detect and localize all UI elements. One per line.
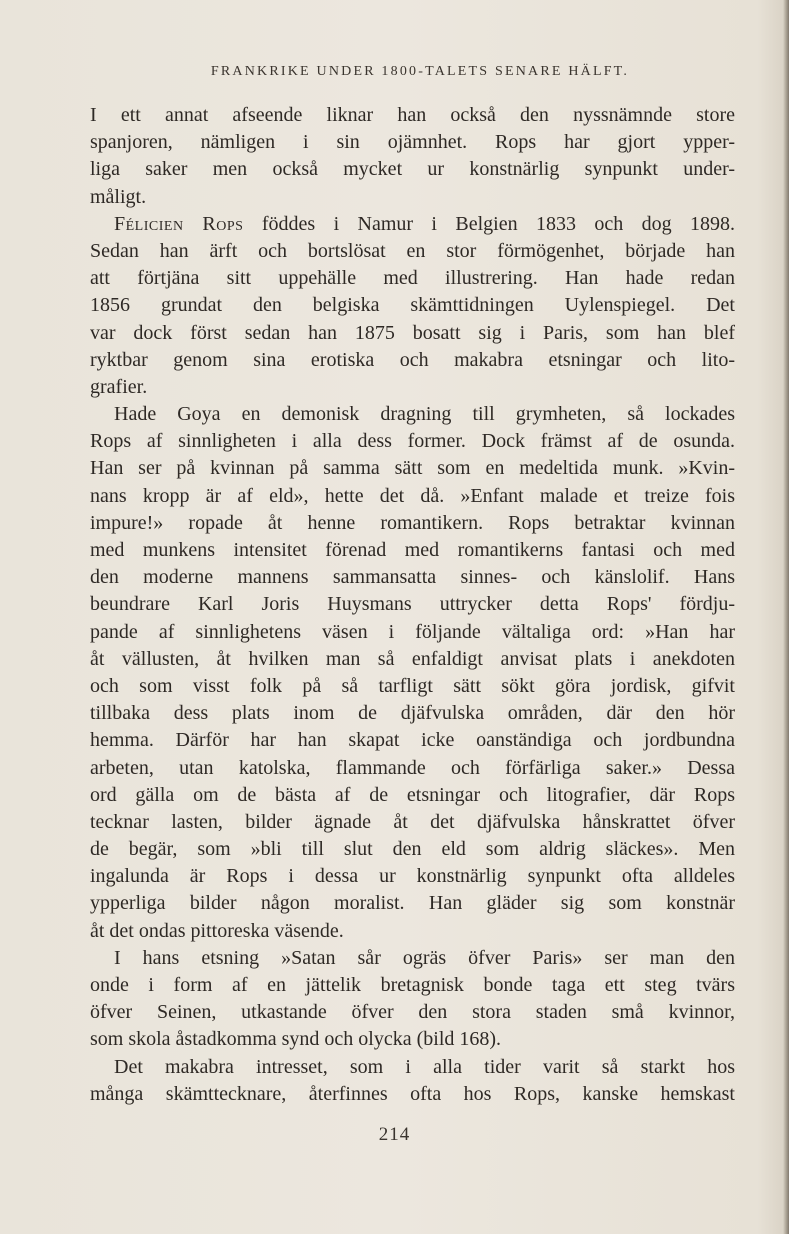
text-line: I hans etsning »Satan sår ogräs öfver Paris» ser man den [114, 946, 735, 969]
paragraph-opening-text: föddes i Namur i Belgien 1833 och dog 1898. [261, 212, 735, 235]
text-line: med munkens intensitet förenad med romantikerns fantasi och med [90, 539, 735, 561]
text-line: beundrare Karl Joris Huysmans uttrycker detta Rops' fördju- [90, 593, 735, 616]
text-line: den moderne mannens sammansatta sinnes- och känslolif. Hans [90, 566, 735, 589]
text-line: tillbaka dess plats inom de djäfvulska områden, där den hör [90, 702, 735, 725]
text-line: Det makabra intresset, som i alla tider varit så starkt hos [114, 1055, 735, 1078]
text-line: måligt. [90, 185, 147, 208]
text-line: var dock först sedan han 1875 bosatt sig i Paris, som han blef [90, 321, 735, 344]
text-line: som skola åstadkomma synd och olycka (bild 168). [90, 1028, 502, 1051]
running-head: FRANKRIKE UNDER 1800-TALETS SENARE HÄLFT. [210, 64, 630, 79]
text-line: nans kropp är af eld», hette det då. »Enfant malade et treize fois [90, 484, 735, 507]
text-line: tecknar lasten, bilder ägnade åt det djäfvulska hånskrattet öfver [90, 810, 735, 833]
text-line: ypperliga bilder någon moralist. Han gläder sig som konstnär [90, 892, 735, 915]
text-line: impure!» ropade åt henne romantikern. Rops betraktar kvinnan [90, 511, 735, 534]
text-line: pande af sinnlighetens väsen i följande vältaliga ord: »Han har [90, 620, 735, 643]
text-line: och som visst folk på så tarfligt sätt sökt göra jordisk, gifvit [90, 674, 735, 697]
page-edge-shadow [783, 0, 789, 1234]
text-line: onde i form af en jättelik bretagnisk bonde taga ett steg tvärs [90, 974, 735, 996]
text-line: många skämttecknare, återfinnes ofta hos Rops, kanske hemskast [90, 1082, 735, 1105]
text-line: Han ser på kvinnan på samma sätt som en medeltida munk. »Kvin- [90, 457, 735, 480]
text-line: ord gälla om de bästa af de etsningar och litografier, där Rops [90, 783, 735, 806]
text-line: åt det ondas pittoreska väsende. [90, 919, 344, 942]
text-line: liga saker men också mycket ur konstnärlig synpunkt under- [90, 158, 735, 181]
text-line: spanjoren, nämligen i sin ojämnhet. Rops har gjort ypper- [90, 131, 735, 154]
text-line: Sedan han ärft och bortslösat en stor förmögenhet, började han [90, 239, 735, 262]
text-line: att förtjäna sitt uppehälle med illustrering. Han hade redan [90, 267, 735, 290]
text-line: I ett annat afseende liknar han också den nyssnämnde store [90, 104, 735, 126]
text-line: arbeten, utan katolska, flammande och förfärliga saker.» Dessa [90, 756, 735, 779]
text-line: 1856 grundat den belgiska skämttidningen Uylenspiegel. Det [90, 294, 735, 317]
text-line: grafier. [90, 375, 148, 398]
paragraph-opening-line [90, 211, 735, 238]
text-line: Hade Goya en demonisk dragning till grymheten, så lockades [114, 403, 735, 426]
text-line: Rops af sinnligheten i alla dess former. Dock främst af de osunda. [90, 430, 735, 453]
body-text [90, 102, 735, 1108]
text-line: åt vällusten, åt hvilken man så enfaldigt anvisat plats i anekdoten [90, 647, 735, 670]
text-line: de begär, som »bli till slut den eld som aldrig släckes». Men [90, 838, 735, 861]
text-line: ryktbar genom sina erotiska och makabra etsningar och lito- [90, 348, 735, 371]
text-line: hemma. Därför har han skapat icke oanständiga och jordbundna [90, 729, 735, 752]
text-line: öfver Seinen, utkastande öfver den stora staden små kvinnor, [90, 1001, 735, 1024]
person-name: Félicien Rops [114, 212, 244, 235]
text-line: ingalunda är Rops i dessa ur konstnärlig synpunkt ofta alldeles [90, 865, 735, 888]
page-number: 214 [378, 1124, 411, 1145]
